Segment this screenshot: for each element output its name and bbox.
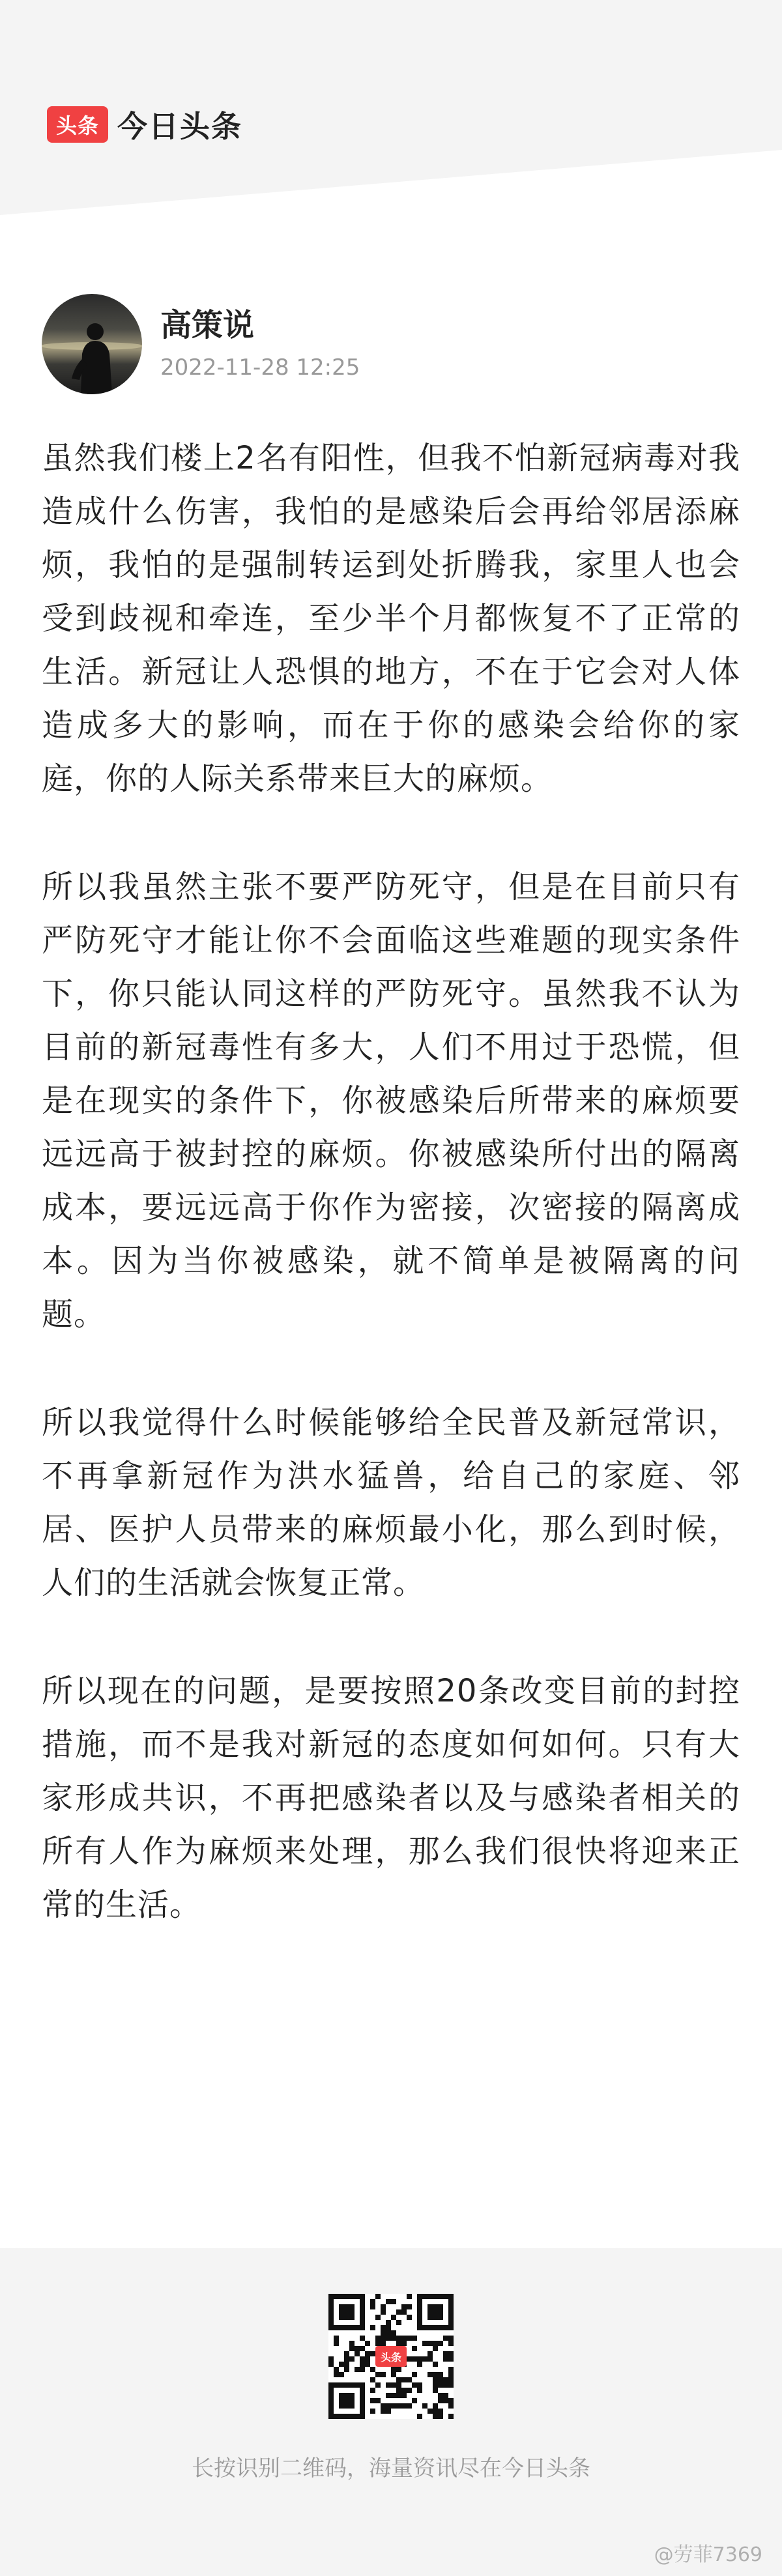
author-name[interactable]: 高策说	[160, 307, 255, 343]
avatar[interactable]	[42, 294, 142, 394]
share-footer	[0, 2248, 782, 2576]
qr-badge: 头条	[375, 2346, 407, 2367]
article-body	[42, 431, 740, 1986]
avatar-silhouette-icon	[42, 294, 142, 394]
brand[interactable]	[47, 104, 242, 145]
article-paragraph-1: 虽然我们楼上2名有阳性，但我不怕新冠病毒对我造成什么伤害，我怕的是感染后会再给邻居添麻烦，我怕的是强制转运到处折腾我，家里人也会受到歧视和牵连，至少半个月都恢复不了正常的生活。新冠让人恐惧的地方，不在于它会对人体造成多大的影响，而在于你的感染会给你的家庭，你的人际关系带来巨大的麻烦。	[42, 440, 740, 797]
article-paragraph-2: 所以我虽然主张不要严防死守，但是在目前只有严防死守才能让你不会面临这些难题的现实条件下，你只能认同这样的严防死守。虽然我不认为目前的新冠毒性有多大，人们不用过于恐慌，但是在现实的条件下，你被感染后所带来的麻烦要远远高于被封控的麻烦。你被感染所付出的隔离成本，要远远高于你作为密接，次密接的隔离成本。因为当你被感染，就不简单是被隔离的问题。	[42, 869, 740, 1333]
qr-caption: 长按识别二维码，海量资讯尽在今日头条	[192, 2455, 590, 2482]
watermark: @劳菲7369	[654, 2543, 762, 2566]
author-block	[42, 292, 360, 396]
brand-logo: 头条	[47, 106, 108, 143]
brand-name: 今日头条	[117, 109, 242, 144]
qr-code-icon[interactable]	[328, 2294, 454, 2419]
article-paragraph-4: 所以现在的问题，是要按照20条改变目前的封控措施，而不是我对新冠的态度如何如何。只有大家形成共识，不再把感染者以及与感染者相关的所有人作为麻烦来处理，那么我们很快将迎来正常的生活。	[42, 1673, 740, 1923]
article-paragraph-3: 所以我觉得什么时候能够给全民普及新冠常识，不再拿新冠作为洪水猛兽，给自己的家庭、邻居、医护人员带来的麻烦最小化，那么到时候，人们的生活就会恢复正常。	[42, 1404, 740, 1601]
post-timestamp: 2022-11-28 12:25	[160, 355, 360, 381]
banner-divider	[0, 150, 782, 215]
